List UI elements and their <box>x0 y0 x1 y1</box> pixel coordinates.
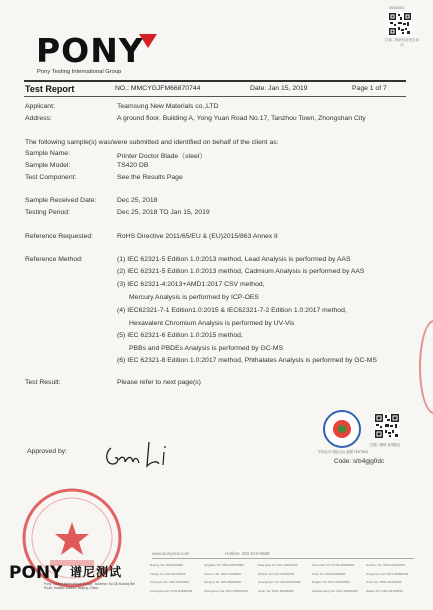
top-serial: 0000000 <box>389 5 405 10</box>
title-rule-top <box>24 80 406 82</box>
address-label: Address: <box>25 115 52 122</box>
footer-pony-logo: PONY <box>9 563 63 583</box>
footer-chinese-name: 谱尼测试 <box>70 565 123 579</box>
method-line: (1) IEC 62321-5 Edition 1.0:2013 method, Lead Analysis is performed by AAS <box>117 256 351 263</box>
test-result-label: Test Result: <box>25 379 61 386</box>
method-line: PBBs and PBDEs Analysis is performed by GC-MS <box>129 345 284 352</box>
report-title: Test Report <box>25 84 75 94</box>
office-item: Nanjing Tel: 025-86989696 <box>204 580 241 584</box>
footer-address: Pony Testing International Group · Address: No.38 Xisanqi Bei Road, Haidian District, Beijing, China <box>44 582 135 591</box>
page-number: Page 1 of 7 <box>352 85 387 92</box>
report-date: Date: Jan 15, 2019 <box>250 85 308 92</box>
office-item: Hefei Tel: 0551-65381696 <box>366 580 402 584</box>
method-line: (5) IEC 62321-6 Edition 1.0:2015 method, <box>117 332 243 339</box>
reference-requested-label: Reference Requested: <box>25 233 94 240</box>
method-line: (2) IEC 62321-5 Edition 1.0:2013 method, Cadmium Analysis is performed by AAS <box>117 268 365 275</box>
method-line: Mercury Analysis is performed by ICP-OES <box>129 294 259 301</box>
testing-period-value: Dec 25, 2018 TO Jan 15, 2019 <box>117 209 210 216</box>
test-component-label: Test Component: <box>25 174 77 181</box>
footer-hotline: Hotline: 400-819-5688 <box>225 551 270 556</box>
method-line: (6) IEC 62321-8 Edition 1.0:2017 method, Phthalates Analysis is performed by GC-MS <box>117 357 377 364</box>
test-component-value: See the Results Page <box>117 174 183 181</box>
red-stamp-edge-icon <box>419 320 433 414</box>
method-line: (4) IEC62321-7-1 Edition1.0:2015 & IEC62321-7-2 Edition 1.0:2017 method, <box>117 307 347 314</box>
report-code: Code: srb4gjg0dc <box>334 458 385 465</box>
sample-name-value: Printer Doctor Blade（steel） <box>117 153 207 160</box>
footer-website: www.ponytest.com <box>152 551 190 556</box>
received-date-label: Sample Received Date: <box>25 197 97 204</box>
office-item: Shijiazhuang Tel: 0311-66661696 <box>312 588 358 593</box>
office-item: Jinan Tel: 0531-86909696 <box>258 588 294 593</box>
office-item: Beijing Tel: 4008195688 <box>150 563 183 567</box>
footer-rule <box>152 558 414 559</box>
qr-caption: 扫描二维码验证报告真伪 <box>385 38 419 47</box>
logo-accent-icon <box>139 34 157 48</box>
title-rule-bottom <box>24 96 406 97</box>
office-item: Shanghai Tel: 021-64851999 <box>258 563 298 567</box>
sample-name-label: Sample Name: <box>25 150 70 157</box>
report-qr-caption: 扫描二维码 查询报告 <box>370 443 401 447</box>
reference-requested-value: RoHS Directive 2011/65/EU & (EU)2015/863 Annex II <box>117 233 278 240</box>
pony-logo: PONY <box>36 31 144 70</box>
office-item: Chengdu Tel: 028-65519696 <box>150 580 189 584</box>
applicant-label: Applicant: <box>25 103 55 110</box>
office-item: Zhengzhou Tel: 0371-65951696 <box>204 588 248 593</box>
method-line: Hexavalent Chromium Analysis is performed by UV-Vis <box>129 320 295 327</box>
office-item: Qingdao Tel: 0532-88706866 <box>204 563 244 567</box>
signature-icon <box>101 438 171 472</box>
office-item: Xiamen Tel: 0592-5768500 <box>204 571 241 576</box>
received-date-value: Dec 25, 2018 <box>117 197 158 204</box>
method-line: (3) IEC 62321-4:2013+AMD1:2017 CSV method, <box>117 281 265 288</box>
intro-text: The following sample(s) was/were submitted and identified on behalf of the client as: <box>25 139 279 146</box>
address-value: A ground floor, Building A, Yong Yuan Road No.17, Tanzhou Town, Zhongshan City <box>117 115 366 122</box>
office-item: Changsha Tel: 0731-84698600 <box>150 588 193 593</box>
office-item: Suzhou Tel: 0512-62992058 <box>366 563 405 567</box>
office-item: Ningbo Tel: 0574-87658600 <box>312 580 350 584</box>
brand-subtitle: Pony Testing International Group <box>37 69 122 75</box>
test-result-value: Please refer to next page(s) <box>117 379 201 386</box>
verification-qr-icon <box>388 12 412 36</box>
office-item: Guangzhou Tel: 020-82591696 <box>258 580 301 584</box>
report-number: NO.: MMCYGJFM66870744 <box>115 85 201 92</box>
accreditation-caption: 中国认可 国际互认 检测 TESTING <box>318 450 369 454</box>
office-list <box>150 561 420 595</box>
sample-model-label: Sample Model: <box>25 162 71 169</box>
office-item: Hangzhou Tel: 0571-88990099 <box>366 571 409 576</box>
sample-model-value: TS420 DB <box>117 162 149 169</box>
office-item: Wuhan Tel: 027-83566000 <box>258 571 295 576</box>
approved-by-label: Approved by: <box>27 448 68 455</box>
accreditation-badge-icon <box>323 410 361 448</box>
office-item: Tianjin Tel: 022-65378866 <box>150 571 186 576</box>
reference-method-label: Reference Method: <box>25 256 83 263</box>
report-qr-icon <box>374 413 400 439</box>
applicant-value: Teamsung New Materials co.,LTD <box>117 103 219 110</box>
office-item: Dalian Tel: 0411-84359696 <box>366 588 403 593</box>
testing-period-label: Testing Period: <box>25 209 70 216</box>
office-item: Xi'an Tel: 029-84358686 <box>312 571 346 576</box>
office-item: Shenzhen Tel: 0755-26050909 <box>312 563 355 567</box>
